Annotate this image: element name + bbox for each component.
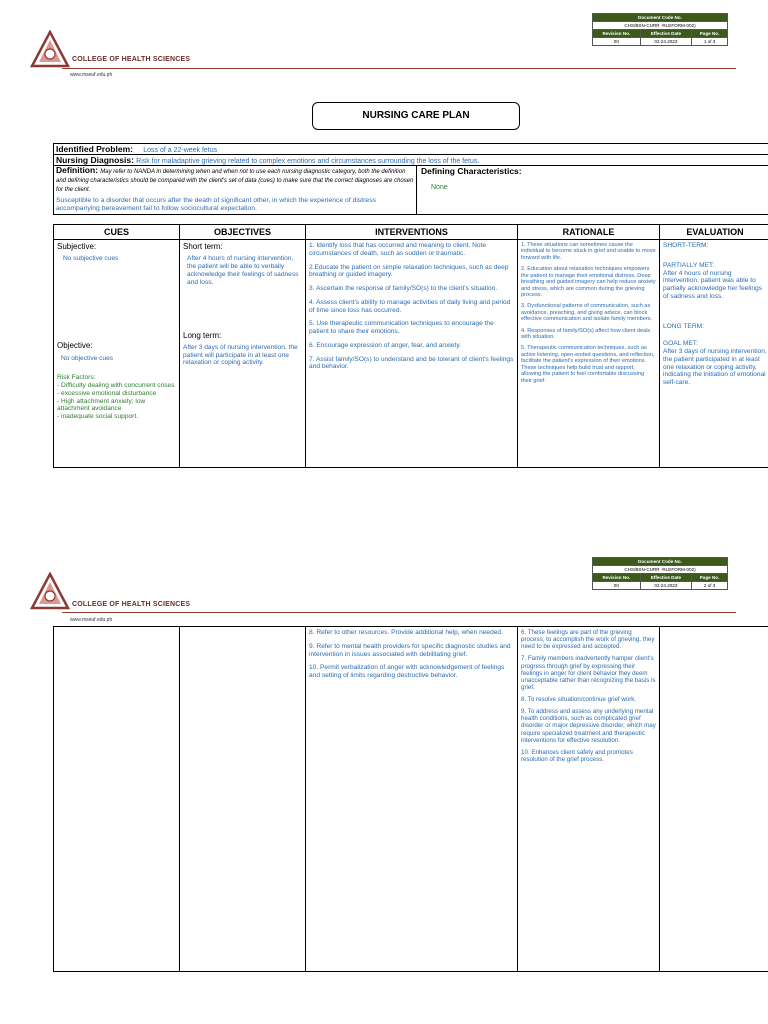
document-control-table bbox=[592, 557, 728, 590]
page-number: 2 of 3 bbox=[692, 582, 728, 590]
effective-date-value: 02.24.2023 bbox=[640, 38, 691, 46]
diagnosis-value: Risk for maladaptive grieving related to complex emotions and circumstances surrounding the loss of the fetus. bbox=[136, 158, 480, 165]
website-url: www.mseuf.edu.ph bbox=[70, 72, 113, 78]
eval-short-value: After 4 hours of nursing intervention, patient was able to partially acknowledge her feelings of sadness and loss. bbox=[663, 269, 762, 300]
revision-value: 00 bbox=[593, 582, 641, 590]
interventions-cell bbox=[306, 240, 518, 468]
doc-code-value: CHS/BSN-CURR -RLEFORM-002) bbox=[593, 22, 728, 30]
rationale-item: 7. Family members inadvertently hamper client's progress through grief by expressing their feelings in anger for client behavior they deem unacceptable rather than recognizing the basis is grief. bbox=[521, 655, 656, 691]
defining-characteristics-value: None bbox=[431, 184, 448, 191]
rationale-item: 6. These feelings are part of the grieving process; to accomplish the work of grieving, they need to be expressed and accepted. bbox=[521, 629, 655, 651]
effective-date-value: 02.24.2023 bbox=[640, 582, 691, 590]
rationale-item: 1. These situations can sometimes cause the individual to become stuck in grief and unable to move forward with life. bbox=[521, 242, 656, 261]
definition-note: May refer to NANDA in determining when and when not to use each nursing diagnostic category, both the definition and defining characteristics should be compared with the client's set of data (cues) to make sure that the correct diagnoses are chosen for the client. bbox=[56, 169, 414, 193]
defining-characteristics-label: Defining Characteristics: bbox=[421, 166, 522, 176]
rationale-cell bbox=[518, 627, 660, 972]
cues-cell-empty bbox=[54, 627, 180, 972]
problem-label: Identified Problem: bbox=[56, 144, 133, 154]
risk-factors-label: Risk Factors: bbox=[57, 374, 96, 382]
doc-code-value: CHS/BSN-CURR -RLEFORM-002) bbox=[593, 566, 728, 574]
page-number: 1 of 3 bbox=[692, 38, 728, 46]
eval-long-status: GOAL MET: bbox=[663, 340, 698, 348]
risk-item: - High attachment anxiety; low attachment avoidance bbox=[57, 397, 146, 413]
intervention-item: 3. Ascertain the response of family/SO(s) to the client's situation. bbox=[309, 285, 498, 293]
care-plan-table bbox=[53, 224, 768, 468]
long-term-objective: After 3 days of nursing intervention, the patient will participate in at least one relaxation or coping activity. bbox=[183, 343, 298, 367]
col-objectives: OBJECTIVES bbox=[180, 225, 306, 240]
intervention-item: 2.Educate the patient on simple relaxation techniques, such as deep breathing or guided imagery. bbox=[309, 263, 509, 279]
intervention-item: 9. Refer to mental health providers for specific diagnostic studies and intervention in issues associated with debilitating grief. bbox=[309, 642, 511, 658]
col-interventions: INTERVENTIONS bbox=[306, 225, 518, 240]
subjective-label: Subjective: bbox=[57, 242, 97, 251]
rationale-item: 10. Enhances client safety and promotes resolution of the grief process. bbox=[521, 748, 633, 763]
intervention-item: 8. Refer to other resources. Provide additional help, when needed. bbox=[309, 629, 503, 636]
risk-item: - inadequate social support. bbox=[57, 413, 139, 421]
page-no-label: Page No. bbox=[692, 574, 728, 582]
risk-item: - Difficulty dealing with concurrent crises bbox=[57, 382, 175, 390]
rationale-item: 4. Responses of family/SO(s) affect how client deals with situation. bbox=[521, 327, 651, 341]
interventions-cell bbox=[306, 627, 518, 972]
page-title: NURSING CARE PLAN bbox=[312, 102, 520, 130]
rationale-item: 9. To address and assess any underlying mental health conditions, such as complicated grief disorder or major depressive disorder, which may require specialized treatment and therapeutic interventions for effective resolution. bbox=[521, 708, 656, 744]
eval-long-label: LONG TERM: bbox=[663, 322, 704, 330]
objectives-cell bbox=[180, 240, 306, 468]
rationale-cell bbox=[518, 240, 660, 468]
college-logo bbox=[30, 572, 70, 612]
diagnosis-label: Nursing Diagnosis: bbox=[56, 155, 134, 165]
rationale-item: 8. To resolve situation/continue grief work. bbox=[521, 696, 637, 703]
care-plan-table-continued bbox=[53, 626, 768, 972]
col-rationale: RATIONALE bbox=[518, 225, 660, 240]
problem-value: Loss of a 22-week fetus bbox=[143, 147, 218, 154]
col-cues: CUES bbox=[54, 225, 180, 240]
revision-label: Revision No. bbox=[593, 30, 641, 38]
eval-short-status: PARTIALLY MET: bbox=[663, 261, 715, 269]
objective-label: Objective: bbox=[57, 341, 93, 351]
definition-value: Susceptible to a disorder that occurs after the death of significant other, in which the experience of distress accompanying bereavement fail to follow sociocultural expectation. bbox=[56, 197, 377, 213]
doc-code-label: Document Code No. bbox=[593, 558, 728, 566]
website-url: www.mseuf.edu.ph bbox=[70, 617, 113, 623]
intervention-item: 10. Permit verbalization of anger with acknowledgement of feelings and setting of limits regarding destructive behavior. bbox=[309, 664, 505, 680]
eval-long-value: After 3 days of nursing intervention, the patient participated in at least one relaxation or coping activity, indicating the initiation of emotional self-care. bbox=[663, 348, 767, 387]
cues-cell bbox=[54, 240, 180, 468]
intervention-item: 7. Assist family/SO(s) to understand and be tolerant of client's feelings and behavior. bbox=[309, 355, 514, 371]
diagnosis-header bbox=[53, 143, 768, 215]
college-logo bbox=[30, 30, 70, 70]
eval-short-label: SHORT-TERM: bbox=[663, 242, 709, 249]
school-name: COLLEGE OF HEALTH SCIENCES bbox=[72, 56, 191, 63]
revision-value: 00 bbox=[593, 38, 641, 46]
effective-date-label: Effective Date bbox=[640, 574, 691, 582]
rationale-item: 3. Dysfunctional patterns of communication, such as avoidance, preaching, and giving advice, can block effective communication and isolate family members. bbox=[521, 303, 653, 323]
subjective-value: No subjective cues bbox=[63, 255, 119, 263]
intervention-item: 1. Identify loss that has occurred and meaning to client. Note circumstances of death, such as sudden or traumatic. bbox=[309, 242, 487, 257]
revision-label: Revision No. bbox=[593, 574, 641, 582]
objective-value: No objective cues bbox=[61, 354, 114, 362]
risk-item: - excessive emotional disturbance bbox=[57, 389, 157, 397]
doc-code-label: Document Code No. bbox=[593, 14, 728, 22]
col-evaluation: EVALUATION bbox=[660, 225, 768, 240]
short-term-label: Short term: bbox=[183, 242, 223, 251]
school-name: COLLEGE OF HEALTH SCIENCES bbox=[72, 601, 191, 608]
intervention-item: 4. Assess client's ability to manage activities of daily living and period of time since loss has occurred. bbox=[309, 298, 511, 314]
objectives-cell-empty bbox=[180, 627, 306, 972]
document-control-table bbox=[592, 13, 728, 46]
evaluation-cell bbox=[660, 240, 768, 468]
page-no-label: Page No. bbox=[692, 30, 728, 38]
rationale-item: 2. Education about relaxation techniques empowers the patient to manage their emotional distress. Deep breathing and guided imagery can help reduce anxiety and stress, which are common during the grieving process. bbox=[521, 266, 656, 298]
evaluation-cell-empty bbox=[660, 627, 768, 972]
effective-date-label: Effective Date bbox=[640, 30, 691, 38]
intervention-item: 6. Encourage expression of anger, fear, and anxiety. bbox=[309, 341, 461, 349]
long-term-label: Long term: bbox=[183, 330, 222, 340]
definition-label: Definition: bbox=[56, 165, 99, 175]
header-divider bbox=[62, 68, 736, 69]
short-term-objective: After 4 hours of nursing intervention, the patient will be able to verbally acknowledge their feelings of sadness and loss. bbox=[187, 255, 299, 286]
header-divider bbox=[62, 612, 736, 613]
rationale-item: 5. Therapeutic communication techniques, such as active listening, open-ended questions, and reflection, facilitate the patient's expression of their emotions. These techniques help build trust and rapport, allowing the patient to feel comfortable discussing their grief. bbox=[521, 345, 655, 384]
intervention-item: 5. Use therapeutic communication techniques to encourage the patient to share their emotions. bbox=[309, 320, 494, 336]
